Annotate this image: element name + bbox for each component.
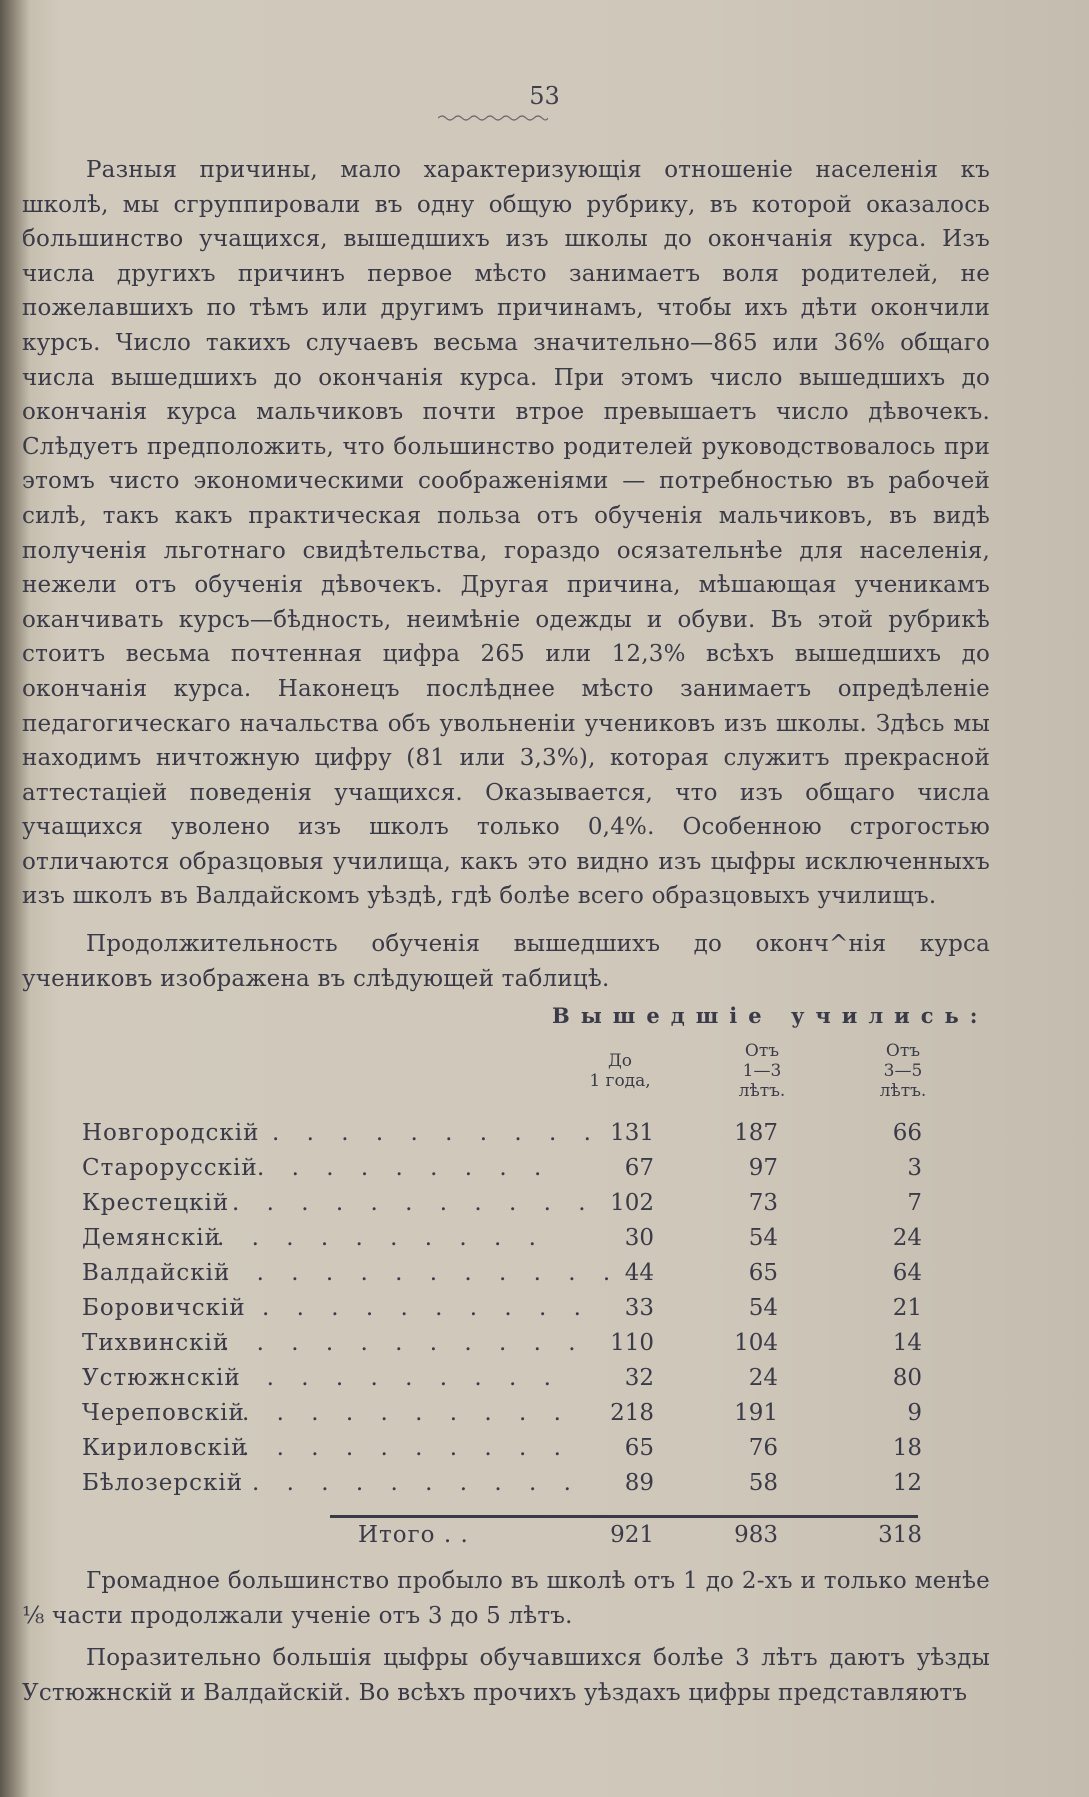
value-1-3-years: 76 (748, 1435, 778, 1461)
value-3-5-years: 3 (907, 1155, 922, 1181)
leader-dots: . . . . . . . . . . (242, 1400, 571, 1426)
leader-dots: . . . . . . . . . . (252, 1470, 581, 1496)
value-1-3-years: 191 (734, 1400, 778, 1426)
column-header-line: 1—3 (742, 1061, 782, 1081)
table-total-row (82, 1522, 962, 1557)
total-value-1-3-years: 983 (734, 1522, 778, 1548)
leader-dots: . . . . . . . . . . (242, 1435, 571, 1461)
value-1-3-years: 187 (734, 1120, 778, 1146)
value-1-3-years: 24 (748, 1365, 778, 1391)
value-1-3-years: 54 (748, 1225, 778, 1251)
value-under-1-year: 131 (610, 1120, 654, 1146)
table-row (82, 1295, 962, 1330)
total-divider (330, 1515, 918, 1518)
leader-dots: . . . . . . . . . . (272, 1120, 601, 1146)
leader-dots: . . . . . . . . . (257, 1155, 552, 1181)
district-name: Старорусскій (82, 1155, 258, 1181)
value-under-1-year: 67 (624, 1155, 654, 1181)
value-3-5-years: 18 (892, 1435, 922, 1461)
paragraph-majority (22, 1564, 990, 1633)
value-3-5-years: 9 (907, 1400, 922, 1426)
value-under-1-year: 65 (624, 1435, 654, 1461)
leader-dots: . . . . . . . . . . . . (222, 1260, 621, 1286)
value-1-3-years: 54 (748, 1295, 778, 1321)
district-name: Боровичскій (82, 1295, 246, 1321)
value-under-1-year: 32 (624, 1365, 654, 1391)
column-header-line: Отъ (744, 1041, 780, 1061)
district-name: Бѣлозерскій (82, 1470, 244, 1496)
value-under-1-year: 218 (610, 1400, 654, 1426)
value-under-1-year: 89 (624, 1470, 654, 1496)
leader-dots: . . . . . . . . . . (232, 1365, 561, 1391)
value-1-3-years: 97 (748, 1155, 778, 1181)
column-header-3-5-years (853, 1041, 953, 1101)
table-row (82, 1330, 962, 1365)
district-name: Устюжнскій (82, 1365, 241, 1391)
total-value-3-5-years: 318 (878, 1522, 922, 1548)
district-name: Демянскій (82, 1225, 221, 1251)
column-header-line: лѣтъ. (738, 1081, 786, 1101)
value-3-5-years: 14 (892, 1330, 922, 1356)
district-name: Кириловскій (82, 1435, 248, 1461)
table-row (82, 1155, 962, 1190)
value-under-1-year: 102 (610, 1190, 654, 1216)
district-name: Крестецкій (82, 1190, 230, 1216)
total-label: Итого . . (358, 1522, 469, 1548)
value-3-5-years: 7 (907, 1190, 922, 1216)
value-3-5-years: 66 (892, 1120, 922, 1146)
paragraph-text: Поразительно большія цыфры обучавшихся болѣе 3 лѣтъ даютъ уѣзды Устюжнскій и Валдайскій. Во всѣхъ прочихъ уѣздахъ цифры представляютъ (22, 1645, 990, 1706)
leader-dots: . . . . . . . . . . . (232, 1190, 596, 1216)
table-row (82, 1400, 962, 1435)
column-header-line: 3—5 (883, 1061, 923, 1081)
column-header-1-3-years (712, 1041, 812, 1101)
leader-dots: . . . . . . . . . . . (222, 1330, 586, 1356)
value-1-3-years: 65 (748, 1260, 778, 1286)
value-under-1-year: 30 (624, 1225, 654, 1251)
value-under-1-year: 110 (610, 1330, 654, 1356)
table-row (82, 1470, 962, 1505)
table-heading: Вышедшіе учились: (552, 1003, 989, 1028)
value-1-3-years: 58 (748, 1470, 778, 1496)
value-3-5-years: 64 (892, 1260, 922, 1286)
paragraph-text: Разныя причины, мало характеризующія отношеніе населенія къ школѣ, мы сгруппировали въ одну общую рубрику, въ которой оказалось большинство учащихся, вышедшихъ изъ школы до окончанія курса. Изъ числа другихъ причинъ первое мѣсто занимаетъ воля родителей, не пожелавшихъ по тѣмъ или другимъ причинамъ, чтобы ихъ дѣти окончили курсъ. Число такихъ случаевъ весьма значительно—865 или 36% общаго числа вышедшихъ до окончанія курса. При этомъ число вышедшихъ до окончанія курса мальчиковъ почти втрое превышаетъ число дѣвочекъ. Слѣдуетъ предположить, что большинство родителей руководствовалось при этомъ чисто экономическими соображеніями — потребностью въ рабочей силѣ, такъ какъ практическая польза отъ обученія мальчиковъ, въ видѣ полученія льготнаго свидѣтельства, гораздо осязательнѣе для населенія, нежели отъ обученія дѣвочекъ. Другая причина, мѣшающая ученикамъ оканчивать курсъ—бѣдность, неимѣніе одежды и обуви. Въ этой рубрикѣ стоитъ весьма почтенная цифра 265 или 12,3% всѣхъ вышедшихъ до окончанія курса. Наконецъ послѣднее мѣсто занимаетъ опредѣленіе педагогическаго начальства объ увольненіи учениковъ изъ школы. Здѣсь мы находимъ ничтожную цифру (81 или 3,3%), которая служитъ прекрасной аттестаціей поведенія учащихся. Оказывается, что изъ общаго числа учащихся уволено изъ школъ только 0,4%. Особенною строгостью отличаются образцовыя училища, какъ это видно изъ цыфры исключенныхъ изъ школъ въ Валдайскомъ уѣздѣ, гдѣ болѣе всего образцовыхъ училищъ. (22, 157, 990, 910)
table-row (82, 1435, 962, 1470)
page-number: 53 (529, 82, 560, 110)
district-name: Новгородскій (82, 1120, 260, 1146)
table-row (82, 1365, 962, 1400)
column-header-line: лѣтъ. (879, 1081, 927, 1101)
value-3-5-years: 80 (892, 1365, 922, 1391)
table-row (82, 1260, 962, 1295)
district-name: Валдайскій (82, 1260, 231, 1286)
column-header-under-1-year (570, 1051, 670, 1091)
value-3-5-years: 24 (892, 1225, 922, 1251)
district-name: Череповскій (82, 1400, 245, 1426)
paragraph-districts (22, 1641, 990, 1710)
leader-dots: . . . . . . . . . . (217, 1225, 546, 1251)
district-name: Тихвинскій (82, 1330, 230, 1356)
table-row (82, 1225, 962, 1260)
value-3-5-years: 12 (892, 1470, 922, 1496)
value-under-1-year: 44 (624, 1260, 654, 1286)
table-row (82, 1190, 962, 1225)
paragraph-text: Продолжительность обученія вышедшихъ до оконч^нія курса учениковъ изображена въ слѣдующей таблицѣ. (22, 931, 990, 992)
column-header-line: 1 года, (589, 1071, 651, 1091)
column-header-line: Отъ (885, 1041, 921, 1061)
paragraph-causes (22, 153, 990, 914)
value-under-1-year: 33 (624, 1295, 654, 1321)
value-1-3-years: 73 (748, 1190, 778, 1216)
paragraph-table-intro (22, 927, 990, 996)
total-value-under-1-year: 921 (610, 1522, 654, 1548)
wavy-ornament (438, 114, 548, 122)
table-row (82, 1120, 962, 1155)
value-3-5-years: 21 (892, 1295, 922, 1321)
paragraph-text: Громадное большинство пробыло въ школѣ отъ 1 до 2-хъ и только менѣе ⅛ части продолжали ученіе отъ 3 до 5 лѣтъ. (22, 1568, 990, 1629)
value-1-3-years: 104 (734, 1330, 778, 1356)
column-header-line: До (607, 1051, 633, 1071)
leader-dots: . . . . . . . . . . (262, 1295, 591, 1321)
